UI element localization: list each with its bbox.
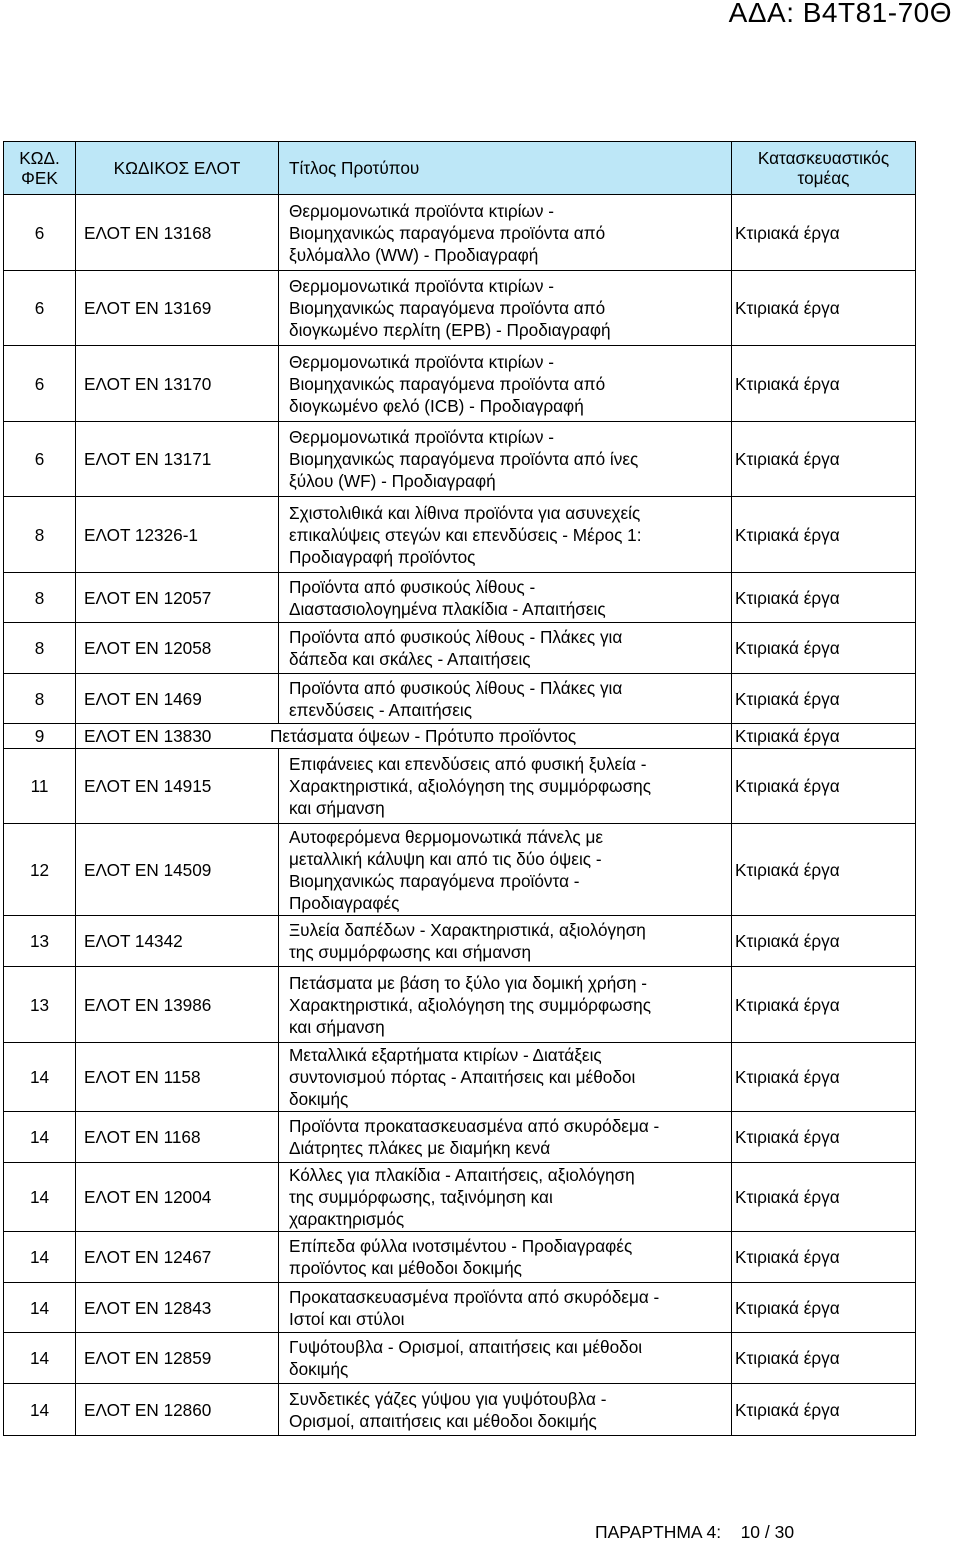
title-cell: Θερμομονωτικά προϊόντα κτιρίων - Βιομηχανικώς παραγόμενα προϊόντα από διογκωμένο φελό (ICB) - Προδιαγραφή <box>279 346 732 422</box>
ada-code: ΑΔΑ: Β4Τ81-70Θ <box>728 0 952 28</box>
table-row <box>4 1333 916 1384</box>
code-cell: ΕΛΟΤ 12326-1 <box>76 497 279 573</box>
title-cell: Ξυλεία δαπέδων - Χαρακτηριστικά, αξιολόγηση της συμμόρφωσης και σήμανση <box>279 916 732 967</box>
sector-cell: Κτιριακά έργα <box>732 724 916 749</box>
page-number: 10 / 30 <box>740 1522 795 1542</box>
code-cell: ΕΛΟΤ ΕΝ 13986 <box>76 967 279 1043</box>
title-cell: Προκατασκευασμένα προϊόντα από σκυρόδεμα - Ιστοί και στύλοι <box>279 1283 732 1333</box>
code-cell: ΕΛΟΤ ΕΝ 12057 <box>76 573 279 623</box>
sector-cell: Κτιριακά έργα <box>732 824 916 916</box>
title-text: Πετάσματα όψεων - Πρότυπο προϊόντος <box>270 726 577 746</box>
fek-cell: 8 <box>4 573 76 623</box>
table-row <box>4 824 916 916</box>
code-cell: ΕΛΟΤ ΕΝ 12859 <box>76 1333 279 1384</box>
fek-cell: 12 <box>4 824 76 916</box>
code-cell: ΕΛΟΤ ΕΝ 12004 <box>76 1163 279 1232</box>
footer-label: ΠΑΡΑΡΤΗΜΑ 4: <box>595 1522 722 1542</box>
header-title: Τίτλος Προτύπου <box>279 142 732 195</box>
fek-cell: 14 <box>4 1333 76 1384</box>
title-cell: Προϊόντα από φυσικούς λίθους - Πλάκες για δάπεδα και σκάλες - Απαιτήσεις <box>279 623 732 674</box>
table-row <box>4 1283 916 1333</box>
sector-cell: Κτιριακά έργα <box>732 497 916 573</box>
sector-cell: Κτιριακά έργα <box>732 1384 916 1436</box>
fek-cell: 13 <box>4 967 76 1043</box>
sector-cell: Κτιριακά έργα <box>732 623 916 674</box>
title-cell: Σχιστολιθικά και λίθινα προϊόντα για ασυνεχείς επικαλύψεις στεγών και επενδύσεις - Μέρος 1: Προδιαγραφή προϊόντος <box>279 497 732 573</box>
table-row <box>4 674 916 724</box>
page-footer <box>595 1522 794 1543</box>
standards-table <box>3 141 916 1436</box>
table-row <box>4 1043 916 1112</box>
sector-cell: Κτιριακά έργα <box>732 195 916 271</box>
code-cell: ΕΛΟΤ ΕΝ 14509 <box>76 824 279 916</box>
code-cell: ΕΛΟΤ ΕΝ 1469 <box>76 674 279 724</box>
fek-cell: 14 <box>4 1384 76 1436</box>
table-row <box>4 724 916 749</box>
title-cell: Θερμομονωτικά προϊόντα κτιρίων - Βιομηχανικώς παραγόμενα προϊόντα από ίνες ξύλου (WF) - Προδιαγραφή <box>279 422 732 497</box>
fek-cell: 8 <box>4 623 76 674</box>
fek-cell: 8 <box>4 674 76 724</box>
sector-cell: Κτιριακά έργα <box>732 346 916 422</box>
sector-cell: Κτιριακά έργα <box>732 1043 916 1112</box>
table-row <box>4 422 916 497</box>
table-row <box>4 195 916 271</box>
table-header <box>4 142 916 195</box>
table-row <box>4 573 916 623</box>
sector-cell: Κτιριακά έργα <box>732 1232 916 1283</box>
table-row <box>4 916 916 967</box>
sector-cell: Κτιριακά έργα <box>732 573 916 623</box>
title-cell: Προϊόντα από φυσικούς λίθους - Πλάκες για επενδύσεις - Απαιτήσεις <box>279 674 732 724</box>
title-cell: Επιφάνειες και επενδύσεις από φυσική ξυλεία - Χαρακτηριστικά, αξιολόγηση της συμμόρφωσης και σήμανση <box>279 749 732 824</box>
title-cell: Πετάσματα με βάση το ξύλο για δομική χρήση - Χαρακτηριστικά, αξιολόγηση της συμμόρφωσης και σήμανση <box>279 967 732 1043</box>
sector-cell: Κτιριακά έργα <box>732 1163 916 1232</box>
code-cell: ΕΛΟΤ ΕΝ 12860 <box>76 1384 279 1436</box>
sector-cell: Κτιριακά έργα <box>732 967 916 1043</box>
table-row <box>4 1384 916 1436</box>
table-row <box>4 271 916 346</box>
title-cell: Θερμομονωτικά προϊόντα κτιρίων - Βιομηχανικώς παραγόμενα προϊόντα από διογκωμένο περλίτη (EPB) - Προδιαγραφή <box>279 271 732 346</box>
table-row <box>4 346 916 422</box>
title-cell: Επίπεδα φύλλα ινοτσιμέντου - Προδιαγραφές προϊόντος και μέθοδοι δοκιμής <box>279 1232 732 1283</box>
code-cell: ΕΛΟΤ ΕΝ 1158 <box>76 1043 279 1112</box>
code-cell: ΕΛΟΤ ΕΝ 12058 <box>76 623 279 674</box>
table-row <box>4 497 916 573</box>
code-cell: ΕΛΟΤ ΕΝ 1168 <box>76 1112 279 1163</box>
title-cell: Προϊόντα από φυσικούς λίθους - Διαστασιολογημένα πλακίδια - Απαιτήσεις <box>279 573 732 623</box>
title-cell: Θερμομονωτικά προϊόντα κτιρίων - Βιομηχανικώς παραγόμενα προϊόντα από ξυλόμαλλο (WW) - Προδιαγραφή <box>279 195 732 271</box>
table-row <box>4 967 916 1043</box>
sector-cell: Κτιριακά έργα <box>732 422 916 497</box>
code-cell: ΕΛΟΤ 14342 <box>76 916 279 967</box>
table-row <box>4 1232 916 1283</box>
code-cell: ΕΛΟΤ ΕΝ 13171 <box>76 422 279 497</box>
fek-cell: 9 <box>4 724 76 749</box>
sector-cell: Κτιριακά έργα <box>732 1333 916 1384</box>
title-cell: Γυψότουβλα - Ορισμοί, απαιτήσεις και μέθοδοι δοκιμής <box>279 1333 732 1384</box>
fek-cell: 8 <box>4 497 76 573</box>
table-row <box>4 1112 916 1163</box>
code-cell: ΕΛΟΤ ΕΝ 13170 <box>76 346 279 422</box>
fek-cell: 6 <box>4 422 76 497</box>
fek-cell: 14 <box>4 1163 76 1232</box>
title-cell: Μεταλλικά εξαρτήματα κτιρίων - Διατάξεις συντονισμού πόρτας - Απαιτήσεις και μέθοδοι δοκιμής <box>279 1043 732 1112</box>
code-cell: ΕΛΟΤ ΕΝ 12467 <box>76 1232 279 1283</box>
sector-cell: Κτιριακά έργα <box>732 916 916 967</box>
code-cell: ΕΛΟΤ ΕΝ 13169 <box>76 271 279 346</box>
table-row <box>4 1163 916 1232</box>
title-cell: Αυτοφερόμενα θερμομονωτικά πάνελς με μεταλλική κάλυψη και από τις δύο όψεις - Βιομηχανικώς παραγόμενα προϊόντα - Προδιαγραφές <box>279 824 732 916</box>
code-cell: ΕΛΟΤ ΕΝ 13168 <box>76 195 279 271</box>
code-cell: ΕΛΟΤ ΕΝ 14915 <box>76 749 279 824</box>
code-title-cell <box>76 724 732 749</box>
table-row <box>4 749 916 824</box>
fek-cell: 14 <box>4 1232 76 1283</box>
table-body <box>4 195 916 1436</box>
title-cell: Προϊόντα προκατασκευασμένα από σκυρόδεμα - Διάτρητες πλάκες με διαμήκη κενά <box>279 1112 732 1163</box>
sector-cell: Κτιριακά έργα <box>732 1283 916 1333</box>
code-text: ΕΛΟΤ ΕΝ 13830 <box>84 726 212 746</box>
sector-cell: Κτιριακά έργα <box>732 674 916 724</box>
header-code: ΚΩΔΙΚΟΣ ΕΛΟΤ <box>76 142 279 195</box>
fek-cell: 11 <box>4 749 76 824</box>
fek-cell: 14 <box>4 1112 76 1163</box>
title-cell: Συνδετικές γάζες γύψου για γυψότουβλα - Ορισμοί, απαιτήσεις και μέθοδοι δοκιμής <box>279 1384 732 1436</box>
fek-cell: 13 <box>4 916 76 967</box>
sector-cell: Κτιριακά έργα <box>732 749 916 824</box>
fek-cell: 14 <box>4 1043 76 1112</box>
code-cell: ΕΛΟΤ ΕΝ 12843 <box>76 1283 279 1333</box>
fek-cell: 14 <box>4 1283 76 1333</box>
fek-cell: 6 <box>4 271 76 346</box>
header-fek: ΚΩΔ. ΦΕΚ <box>4 142 76 195</box>
header-sector: Κατασκευαστικός τομέας <box>732 142 916 195</box>
sector-cell: Κτιριακά έργα <box>732 1112 916 1163</box>
fek-cell: 6 <box>4 346 76 422</box>
table-row <box>4 623 916 674</box>
fek-cell: 6 <box>4 195 76 271</box>
sector-cell: Κτιριακά έργα <box>732 271 916 346</box>
title-cell: Κόλλες για πλακίδια - Απαιτήσεις, αξιολόγηση της συμμόρφωσης, ταξινόμηση και χαρακτηρισμός <box>279 1163 732 1232</box>
